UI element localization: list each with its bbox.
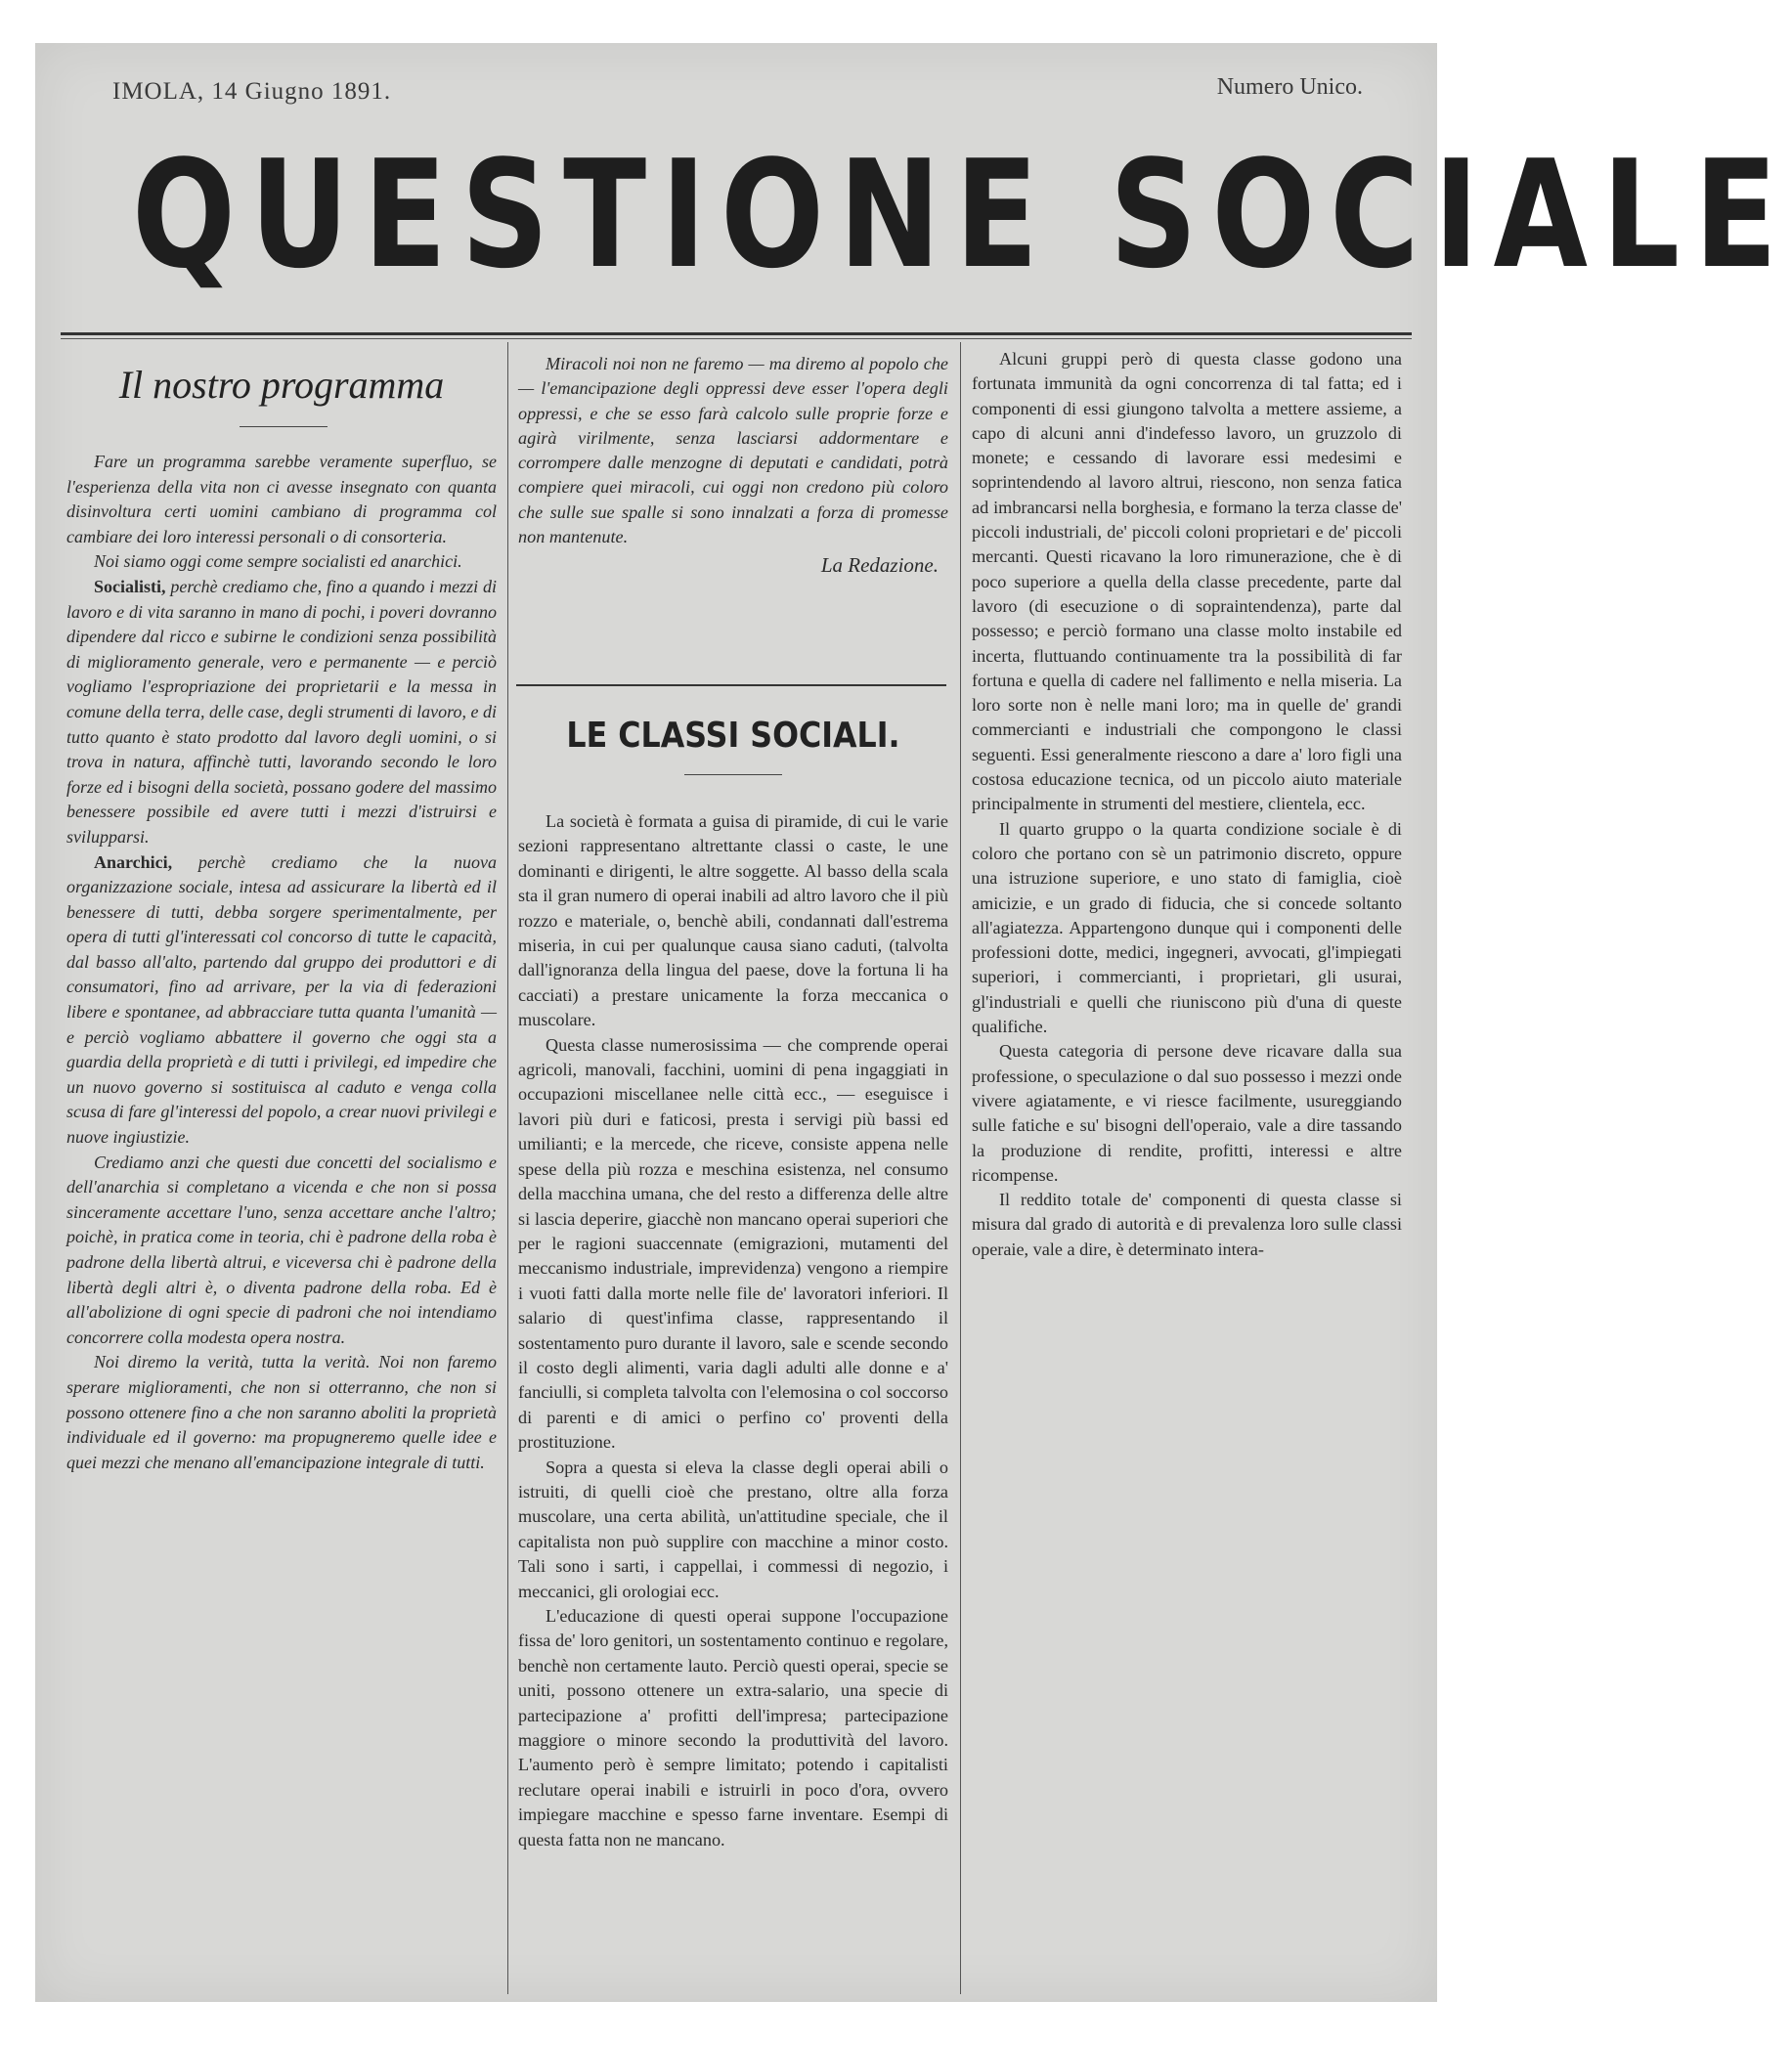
- classes-column: [518, 809, 948, 1852]
- program-signature: La Redazione.: [820, 553, 939, 578]
- column-divider-2: [960, 342, 961, 1994]
- classes-paragraph: Il quarto gruppo o la quarta condizione sociale è di coloro che portano con sè un patrimonio discreto, oppure una istruzione superiore, e uno stato di famiglia, cioè amicizie, e un grado di fiducia, che si concede soltanto all'agiatezza. Appartengono dunque qui i componenti delle professioni dotte, medici, ingegneri, avvocati, gl'impiegati superiori, i commercianti, i proprietari, gli usurai, gl'industriali e quelli che riuniscono più d'una di queste qualifiche.: [972, 818, 1402, 1037]
- classes-title: LE CLASSI SOCIALI.: [566, 716, 900, 756]
- program-title: Il nostro programma: [118, 363, 445, 407]
- program-paragraph: Noi siamo oggi come sempre socialisti ed anarchici.: [94, 551, 462, 572]
- classes-paragraph: La società è formata a guisa di piramide, di cui le varie sezioni rappresentano altrettante classi o caste, le une dominanti e dirigenti, le altre soggette. Al basso della scala sta il gran numero di operai inabili ad altro lavoro che il più rozzo e materiale, o, benchè abili, condannati dall'estrema miseria, in cui per qualunque causa siano caduti, (talvolta dall'ignoranza della lingua del paese, dove la fortuna li ha cacciati) a prestare unicamente la forza meccanica o muscolare.: [518, 811, 948, 1030]
- classes-paragraph: L'educazione di questi operai suppone l'occupazione fissa de' loro genitori, un sostentamento continuo e regolare, benchè non certamente lauto. Perciò questi operai, specie se uniti, possono ottenere un extra-salario, una specie di partecipazione a' profitti dell'impresa; partecipazione maggiore o minore secondo la produttività del lavoro. L'aumento però è sempre limitato; potendo i capitalisti reclutare operai inabili e istruirli in poco d'ora, ovvero impiegare macchine e spesso farne inventare. Esempi di questa fatta non ne mancano.: [518, 1606, 948, 1849]
- classes-title-rule: [684, 774, 782, 775]
- classes-paragraph: Questa categoria di persone deve ricavare dalla sua professione, o speculazione o dal suo possesso i mezzi onde vivere agiatamente, e vi riesce facilmente, usureggiando sulle fatiche e su' bisogni dell'operaio, vale a dire tassando la produzione di rendite, profitti, interessi e altre ricompense.: [972, 1041, 1402, 1185]
- program-title-rule: [240, 426, 328, 427]
- classes-paragraph: Questa classe numerosissima — che comprende operai agricoli, manovali, facchini, uomini di pena ingaggiati in occupazioni miscellanee nelle città ecc., — eseguisce i lavori più duri e faticosi, presta i servigi più bassi ed umilianti; e la mercede, che riceve, consiste appena nelle spese della più rozza e meschina esistenza, nel consumo della macchina umana, che del resto a differenza delle altre si lascia deperire, giacchè non mancano operai superiori che per le ragioni suaccennate (emigrazioni, mutamenti del meccanismo industriale, imprevidenza) vengono a riempire i vuoti fatti dalla morte nelle file de' lavoratori inferiori. Il salario di quest'infima classe, rappresentando il sostentamento puro durante il lavoro, sale e scende secondo il costo degli alimenti, varia dagli adulti alle donne e a' fanciulli, si completa talvolta con l'elemosina o col soccorso di parenti e di amici o perfino co' proventi della prostituzione.: [518, 1034, 948, 1453]
- program-paragraph: Miracoli noi non ne faremo — ma diremo al popolo che — l'emancipazione degli oppressi deve esser l'opera degli oppressi, e che se esso farà calcolo sulle proprie forze e agirà virilmente, senza lasciarsi addormentare e corrompere dalle menzogne di deputati e candidati, potrà compiere quei miracoli, cui oggi non credono più coloro che sulle sue spalle si sono innalzati a forza di promesse non mantenute.: [518, 354, 948, 547]
- dateline: IMOLA, 14 Giugno 1891.: [112, 78, 392, 105]
- program-paragraph: [66, 575, 497, 850]
- classes-paragraph: Alcuni gruppi però di questa classe godono una fortunata immunità da ogni concorrenza di tal fatta; ed i componenti di essi giungono talvolta a mettere assieme, a capo di alcuni anni d'indefesso lavoro, un gruzzolo di monete; e cessando di lavorare essi medesimi e soprintendendo al lavoro altrui, riescono, non senza fatica ad imbrancarsi nella borghesia, e formano la terza classe de' piccoli industriali, de' piccoli coloni proprietari e de' piccoli mercanti. Questi ricavano la loro rimunerazione, che è di poco superiore a quella della classe precedente, parte dal lavoro (di esecuzione o di sopraintendenza), parte dal possesso; e perciò formano una classe molto instabile ed incerta, fluttuando continuamente tra la possibilità di far fortuna e quella di cadere nel fallimento e nella miseria. La loro sorte non è nelle mani loro; ma in quelle de' grandi commercianti e industriali che compongono le classi seguenti. Essi generalmente riescono a dare a' loro figli una costosa educazione tecnica, od un piccolo aiuto materiale principalmente in strumenti del mestiere, clientela, ecc.: [972, 349, 1402, 814]
- issue-label: Numero Unico.: [1216, 74, 1363, 100]
- masthead-rule: [61, 332, 1412, 335]
- anarchici-lead: Anarchici,: [94, 851, 173, 872]
- classes-column-3: [972, 347, 1402, 1262]
- column-divider-1: [507, 342, 508, 1994]
- program-paragraph: Fare un programma sarebbe veramente superfluo, se l'esperienza della vita non ci avesse insegnato con quanta disinvoltura certi uomini cambiano di programma col cambiare dei loro interessi personali o di consorteria.: [66, 452, 497, 546]
- section-rule: [516, 684, 946, 686]
- masthead-title: QUESTIONE SOCIALE: [132, 128, 1792, 301]
- program-continuation: [518, 352, 948, 579]
- program-paragraph: [66, 850, 497, 1151]
- program-paragraph: Noi diremo la verità, tutta la verità. Noi non faremo sperare miglioramenti, che non si otterranno, che non si possono ottenere fino a che non saranno aboliti la proprietà individuale ed il governo: ma propugneremo quelle idee e quei mezzi che menano all'emancipazione integrale di tutti.: [66, 1352, 497, 1472]
- socialisti-text: perchè crediamo che, fino a quando i mezzi di lavoro e di vita saranno in mano di pochi, i poveri dovranno dipendere dal ricco e subirne le condizioni senza possibilità di miglioramento generale, vero e permanente — e perciò vogliamo l'espropriazione dei proprietarii e la messa in comune della terra, delle case, degli strumenti di lavoro, e di tutto quanto è stato prodotto dal lavoro degli uomini, o si trova in natura, affinchè tutti, lavorando secondo le loro forze ed i bisogni della società, possano godere del massimo benessere possibile ed avere tutti i mezzi d'istruirsi e svilupparsi.: [66, 576, 497, 847]
- program-column: [66, 450, 497, 1475]
- program-paragraph: Crediamo anzi che questi due concetti del socialismo e dell'anarchia si completano a vicenda e che non si possa sinceramente accettare l'uno, senza accettare anche l'altro; poichè, in pratica come in teoria, chi è padrone della roba è padrone della libertà altrui, e viceversa chi è padrone della libertà degli altri è, o diventa padrone della roba. Ed è all'abolizione di ogni specie di padroni che noi intendiamo concorrere colla modesta opera nostra.: [66, 1152, 497, 1347]
- socialisti-lead: Socialisti,: [94, 576, 166, 596]
- classes-paragraph: Il reddito totale de' componenti di questa classe si misura dal grado di autorità e di prevalenza loro sulle classi operaie, vale a dire, è determinato intera-: [972, 1190, 1402, 1259]
- anarchici-text: perchè crediamo che la nuova organizzazione sociale, intesa ad assicurare la libertà ed il benessere di tutti, debba sorgere sperimentalmente, per opera di tutti gl'interessati col concorso di tutte le capacità, dal basso all'alto, partendo dal gruppo dei produttori e di consumatori, fino ad arrivare, per la via di federazioni libere e spontanee, ad abbracciare tutta quanta l'umanità — e perciò vogliamo abbattere il governo che oggi sta a guardia della proprietà e di tutti i privilegi, ed impedire che un nuovo governo si sostituisca al caduto e venga colla scusa di fare gl'interessi del popolo, a crear nuovi privilegi e nuove ingiustizie.: [66, 851, 497, 1148]
- classes-paragraph: Sopra a questa si eleva la classe degli operai abili o istruiti, di quelli cioè che prestano, oltre alla forza muscolare, una certa abilità, un'attitudine speciale, che il capitalista non può supplire con macchine a minor costo. Tali sono i sarti, i cappellai, i commessi di negozio, i meccanici, gli orologiai ecc.: [518, 1457, 948, 1601]
- masthead-rule-thin: [61, 338, 1412, 339]
